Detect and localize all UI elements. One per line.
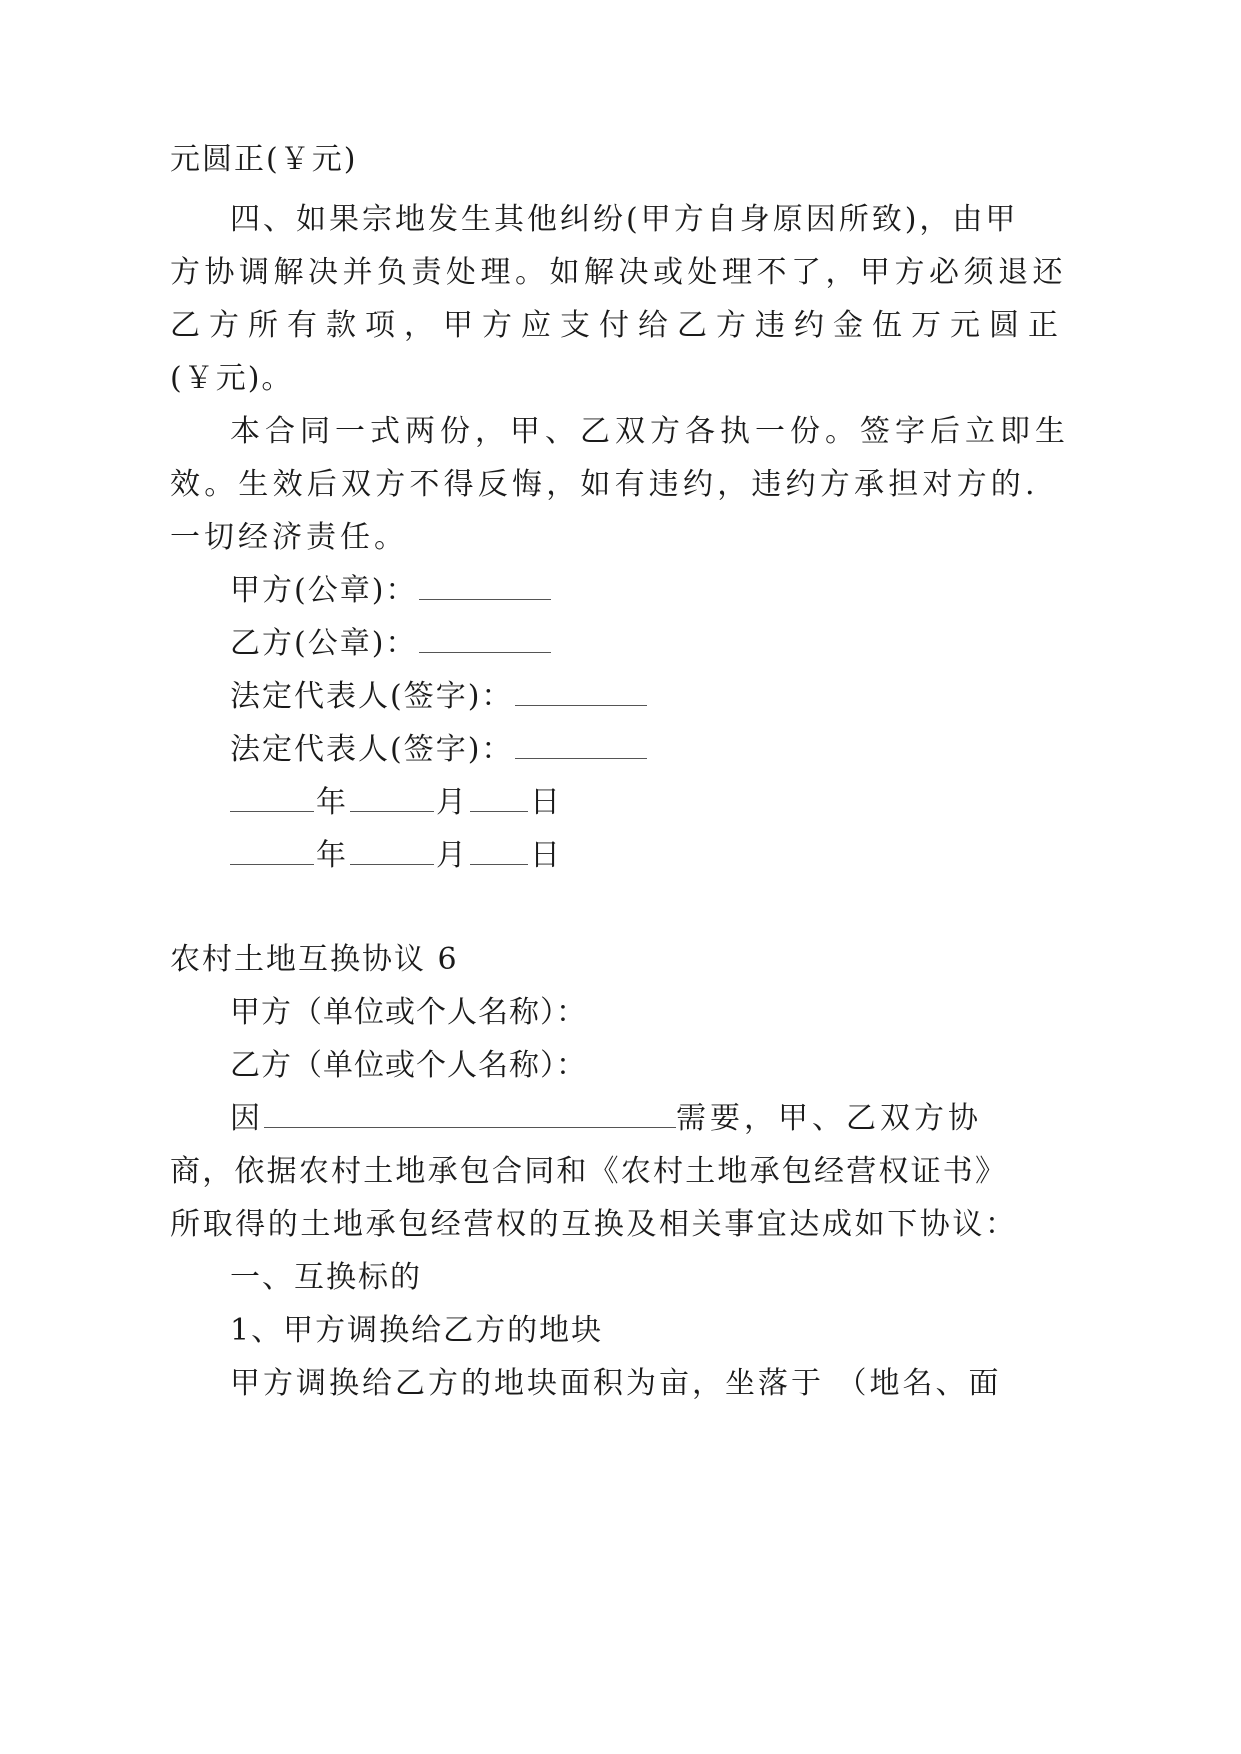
legal-rep-1-label: 法定代表人(签字)： — [230, 679, 514, 714]
text-line-consult: 商，依据农村土地承包合同和《农村土地承包经营权证书》 — [170, 1154, 1008, 1189]
section-1-1-text: 甲方调换给乙方的地块面积为亩，坐落于 （地名、面 — [230, 1366, 1002, 1401]
date-2-month-blank[interactable] — [350, 838, 434, 865]
signature-party-b-label: 乙方(公章)： — [230, 626, 418, 661]
signature-party-a — [230, 571, 553, 611]
signature-party-a-blank[interactable] — [419, 573, 551, 600]
section-title-agreement-6: 农村土地互换协议 6 — [170, 942, 459, 977]
text-line-4: 乙方所有款项，甲方应支付给乙方违约金伍万元圆正 — [170, 308, 1067, 343]
legal-rep-2-blank[interactable] — [515, 732, 647, 759]
reason-line — [230, 1099, 982, 1139]
date-2-day-blank[interactable] — [470, 838, 528, 865]
section-1-1-heading: 1、甲方调换给乙方的地块 — [230, 1313, 604, 1348]
date-1-day-label: 日 — [530, 785, 562, 820]
signature-party-b-blank[interactable] — [419, 626, 551, 653]
date-2-day-label: 日 — [530, 838, 562, 873]
date-1-year-blank[interactable] — [230, 785, 314, 812]
date-line-1 — [230, 783, 562, 823]
text-line-2-content: 四、如果宗地发生其他纠纷(甲方自身原因所致)，由甲 — [230, 202, 1019, 237]
reason-prefix: 因 — [230, 1101, 264, 1136]
date-line-2 — [230, 836, 562, 876]
reason-blank[interactable] — [264, 1101, 676, 1128]
date-2-year-blank[interactable] — [230, 838, 314, 865]
signature-party-a-label: 甲方(公章)： — [230, 573, 418, 608]
date-1-year-label: 年 — [316, 785, 348, 820]
legal-rep-2-label: 法定代表人(签字)： — [230, 732, 514, 767]
text-line-obtained: 所取得的土地承包经营权的互换及相关事宜达成如下协议： — [170, 1207, 1018, 1242]
party-a-name-line: 甲方（单位或个人名称）： — [230, 995, 587, 1030]
section-1-heading: 一、互换标的 — [230, 1260, 422, 1295]
text-line-6: 本合同一式两份，甲、乙双方各执一份。签字后立即生 — [230, 414, 1070, 449]
legal-rep-1 — [230, 677, 649, 717]
text-line-1: 元圆正(￥元) — [170, 142, 358, 177]
date-1-month-label: 月 — [436, 785, 468, 820]
text-line-3: 方协调解决并负责处理。如解决或处理不了，甲方必须退还 — [170, 255, 1067, 290]
date-1-month-blank[interactable] — [350, 785, 434, 812]
text-line-7: 效。生效后双方不得反悔，如有违约，违约方承担对方的. — [170, 467, 1039, 502]
text-line-2 — [230, 200, 1019, 240]
legal-rep-1-blank[interactable] — [515, 679, 647, 706]
date-2-year-label: 年 — [316, 838, 348, 873]
reason-suffix: 需要，甲、乙双方协 — [676, 1101, 982, 1136]
text-line-5: (￥元)。 — [170, 361, 294, 396]
date-1-day-blank[interactable] — [470, 785, 528, 812]
signature-party-b — [230, 624, 553, 664]
party-b-name-line: 乙方（单位或个人名称）： — [230, 1048, 587, 1083]
date-2-month-label: 月 — [436, 838, 468, 873]
legal-rep-2 — [230, 730, 649, 770]
text-line-8: 一切经济责任。 — [170, 520, 408, 555]
